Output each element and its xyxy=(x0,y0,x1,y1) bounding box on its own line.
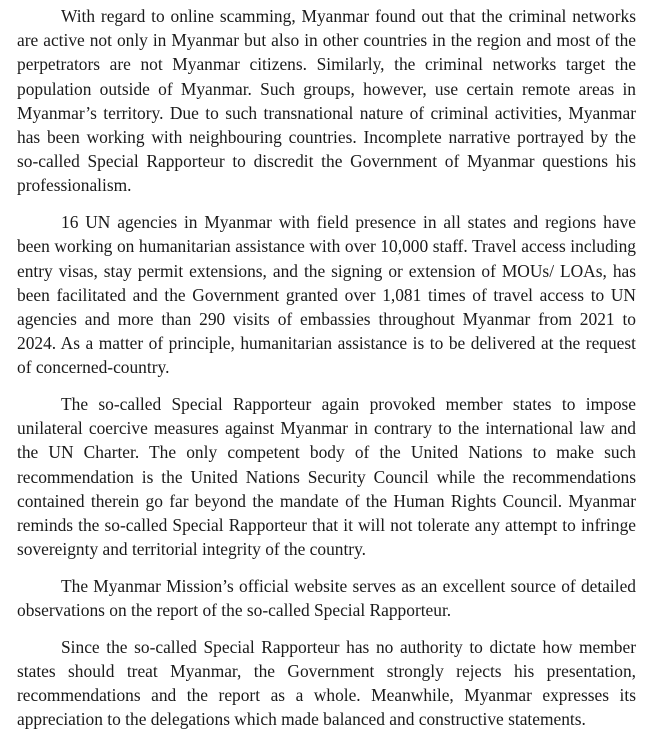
paragraph-online-scamming: With regard to online scamming, Myanmar found out that the criminal networks are active not only in Myanmar but also in other countries in the region and most of the perpetrators are not Myanmar citizens. Similarly, the criminal networks target the population outside of Myanmar. Such groups, however, use certain remote areas in Myanmar’s territory. Due to such transnational nature of criminal activities, Myanmar has been working with neighbouring countries. Incomplete narrative portrayed by the so-called Special Rapporteur to discredit the Government of Myanmar questions his professionalism. xyxy=(17,6,636,196)
paragraph-rejection-statement: Since the so-called Special Rapporteur has no authority to dictate how member states should treat Myanmar, the Government strongly rejects his presentation, recommendations and the report as a whole. Meanwhile, Myanmar expresses its appreciation to the delegations which made balanced and constructive statements. xyxy=(17,636,636,730)
paragraph-humanitarian-access: 16 UN agencies in Myanmar with field presence in all states and regions have been working on humanitarian assistance with over 10,000 staff. Travel access including entry visas, stay permit extensions, and the signing or extension of MOUs/ LOAs, has been facilitated and the Government granted over 1,081 times of travel access to UN agencies and more than 290 visits of embassies throughout Myanmar from 2021 to 2024. As a matter of principle, humanitarian assistance is to be delivered at the request of concerned-country. xyxy=(17,212,636,378)
paragraph-coercive-measures: The so-called Special Rapporteur again provoked member states to impose unilateral coercive measures against Myanmar in contrary to the international law and the UN Charter. The only competent body of the United Nations to make such recommendation is the United Nations Security Council while the recommendations contained therein go far beyond the mandate of the Human Rights Council. Myanmar reminds the so-called Special Rapporteur that it will not tolerate any attempt to infringe sovereignty and territorial integrity of the country. xyxy=(17,394,636,560)
paragraph-mission-website: The Myanmar Mission’s official website serves as an excellent source of detailed observations on the report of the so-called Special Rapporteur. xyxy=(17,575,636,621)
